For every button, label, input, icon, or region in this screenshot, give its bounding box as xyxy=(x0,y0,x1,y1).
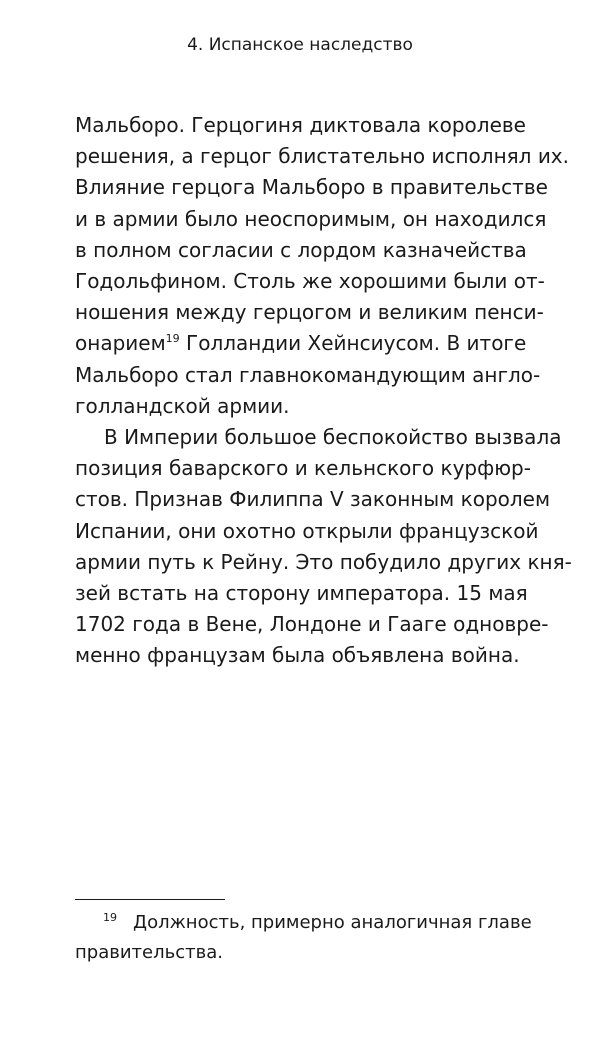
text-line: В Империи большое беспокойство вызвала xyxy=(104,425,562,450)
text-line: решения, а герцог блистательно исполнял их. xyxy=(75,144,570,169)
running-header: 4. Испанское наследство xyxy=(187,35,413,55)
text-line: Испании, они охотно открыли французской xyxy=(75,518,539,543)
footnote-divider xyxy=(75,899,225,900)
text-line: Мальборо. Герцогиня диктовала королеве xyxy=(75,113,526,137)
body-text xyxy=(75,110,572,672)
footnote-text: Должность, примерно аналогичная главе xyxy=(133,912,532,933)
text-line: ношения между герцогом и великим пенси- xyxy=(75,300,544,325)
paragraph-1 xyxy=(75,110,570,422)
text-fragment: онарием xyxy=(75,331,166,356)
text-line: в полном согласии с лордом казначейства xyxy=(75,237,527,262)
footnote-reference[interactable]: 19 xyxy=(165,331,180,345)
text-line: Годольфином. Столь же хорошими были от- xyxy=(75,269,545,294)
text-line: 1702 года в Вене, Лондоне и Гааге одновре- xyxy=(75,612,549,637)
text-line-with-footnote xyxy=(75,328,525,359)
text-line: стов. Признав Филиппа V законным королем xyxy=(75,487,551,512)
paragraph-2 xyxy=(75,422,572,672)
text-line: голландской армии. xyxy=(75,393,290,418)
text-line: Мальборо стал главнокомандующим англо- xyxy=(75,362,541,387)
text-line: менно французам была объявлена война. xyxy=(75,643,520,668)
footnote-line: правительства. xyxy=(75,942,223,963)
text-fragment: Голландии Хейнсиусом. В итоге xyxy=(179,331,527,356)
text-line: армии путь к Рейну. Это побудило других кня- xyxy=(75,549,572,574)
text-line: позиция баварского и кельнского курфюр- xyxy=(75,456,531,481)
text-line: Влияние герцога Мальборо в правительстве xyxy=(75,175,548,200)
text-line: и в армии было неоспоримым, он находился xyxy=(75,206,547,231)
text-line: зей встать на сторону императора. 15 мая xyxy=(75,581,528,606)
footnote-line: 19 Должность, примерно аналогичная главе xyxy=(103,911,532,933)
footnote xyxy=(75,908,532,968)
